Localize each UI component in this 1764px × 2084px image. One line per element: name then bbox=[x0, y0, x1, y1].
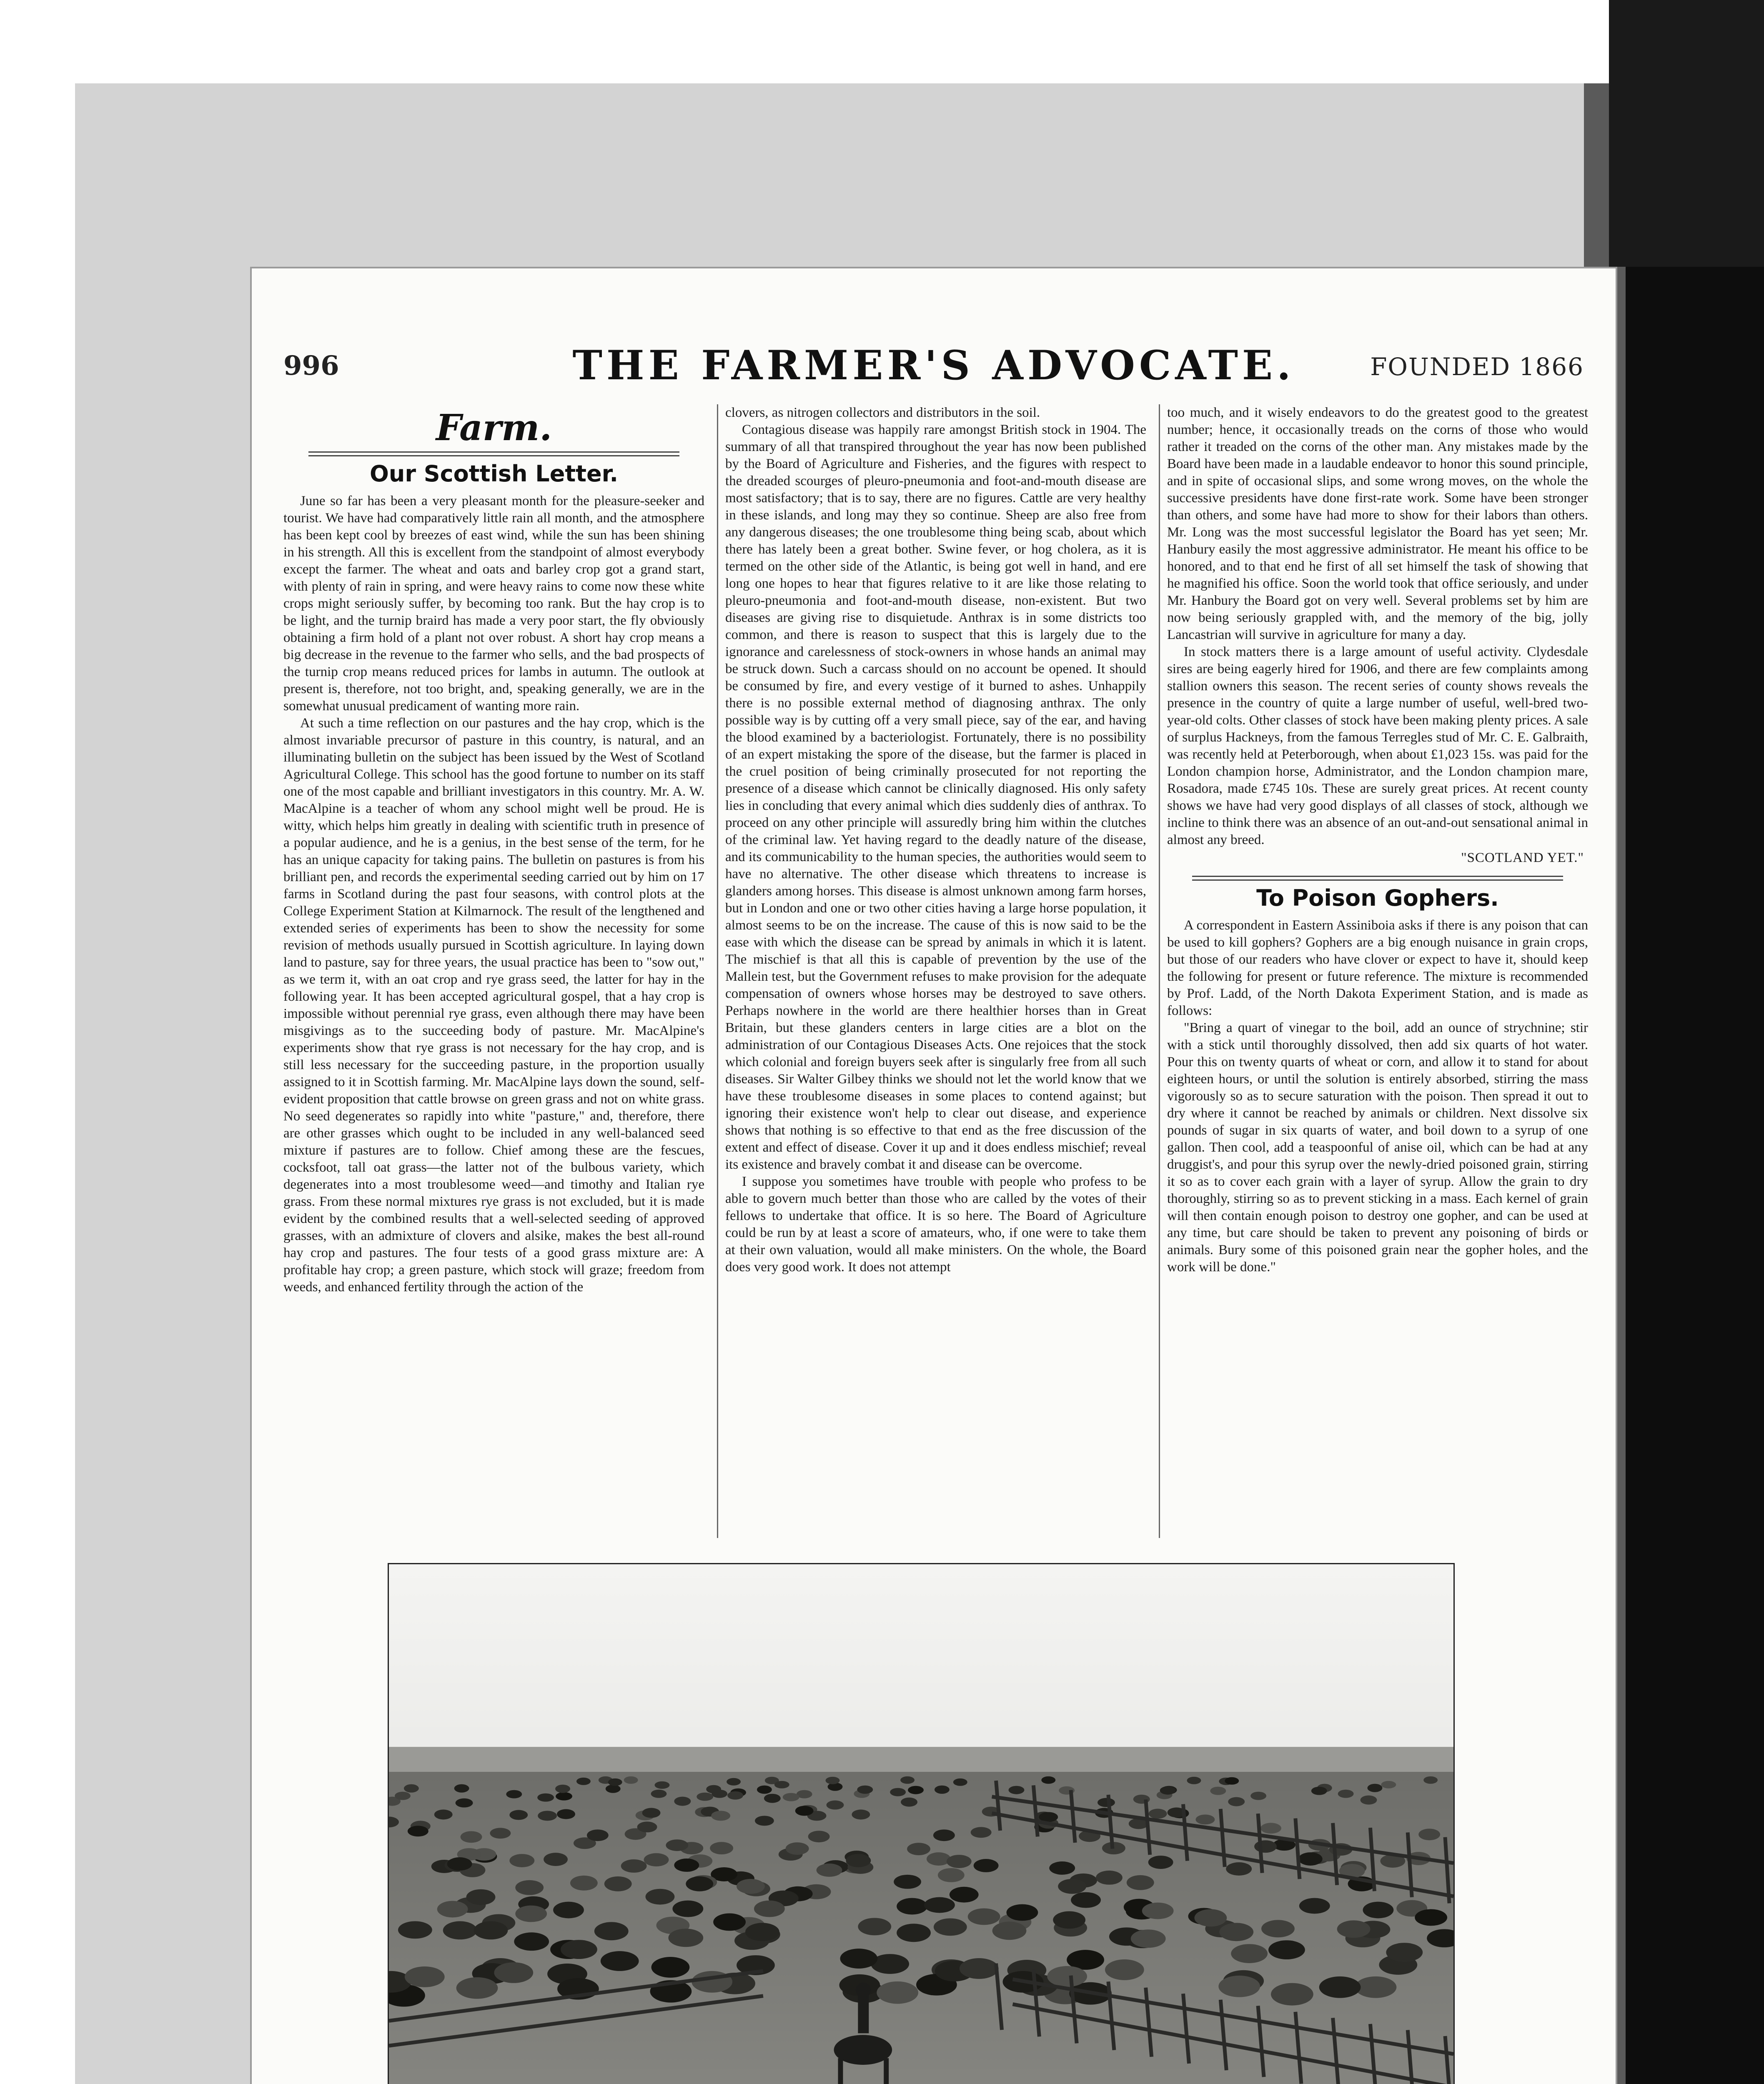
cow-silhouette bbox=[897, 1898, 927, 1915]
cow-silhouette bbox=[713, 1913, 746, 1931]
cow-silhouette bbox=[1225, 1777, 1239, 1785]
cow-silhouette bbox=[556, 1792, 572, 1801]
cow-silhouette bbox=[1271, 1983, 1313, 2006]
cow-silhouette bbox=[637, 1821, 657, 1832]
cow-silhouette bbox=[1261, 1920, 1295, 1937]
cow-silhouette bbox=[587, 1829, 609, 1841]
cow-silhouette bbox=[1187, 1777, 1201, 1784]
cow-silhouette bbox=[827, 1801, 844, 1810]
cow-silhouette bbox=[846, 1854, 871, 1867]
cow-silhouette bbox=[561, 1940, 597, 1959]
cow-silhouette bbox=[1311, 1787, 1327, 1795]
cow-silhouette bbox=[456, 1798, 473, 1808]
cow-silhouette bbox=[774, 1781, 789, 1788]
cow-silhouette bbox=[624, 1776, 638, 1784]
paragraph: June so far has been a very pleasant month for the pleasure-seeker and tourist. We have had comparatively little rain all month, and the atmosphere has been kept cool by breezes of east wind, while the sun has been shining in his strength. All this is excellent from the standpoint of almost everybody except the farmer. The wheat and oats and barley crop got a grand start, with plenty of rain in spring, and were heavy rains to come now these white crops might seriously suffer, by becoming too rank. But the hay crop is to be light, and the turnip braird has made a very poor start, the fly obviously obtaining a firm hold of a plant not over robust. A short hay crop means a big decrease in the revenue to the farmer who sells, and the bad prospects of the turnip crop means reduced prices for lambs in autumn. The outlook at present is, therefore, not too bright, and, speaking generally, we are in the somewhat unusual predicament of wanting more rain. bbox=[283, 493, 704, 714]
cow-silhouette bbox=[604, 1876, 632, 1891]
cow-silhouette bbox=[907, 1843, 930, 1855]
cow-silhouette bbox=[674, 1797, 691, 1806]
cow-silhouette bbox=[1268, 1940, 1305, 1959]
paragraph: Contagious disease was happily rare amongst British stock in 1904. The summary of all that transpired throughout the year has now been published by the Board of Agriculture and Fisheries, and the figures with respect to the dreaded scourges of pleuro-pneumonia and foot-and-mouth disease are most satisfactory; that is to say, there are no figures. Cattle are very healthy in these islands, and long may they so continue. Sheep are also free from any dangerous diseases; the one troublesome thing being scab, about which there has lately been a great bother. Swine fever, or hog cholera, as it is termed on the other side of the Atlantic, is being got well in hand, and ere long one hopes to hear that figures relative to it are like those relating to pleuro-pneumonia and foot-and-mouth disease, non-existent. But two diseases are giving rise to disquietude. Anthrax is in some districts too common, and there is reason to suspect that this is largely due to the ignorance and carelessness of stock-owners in whose hands an animal may be struck down. Such a carcass should on no account be opened. It should be consumed by fire, and every vestige of it burned to ashes. Unhappily there is no possible external method of diagnosing anthrax. The only possible way is by cutting off a very small piece, say of the ear, and having the blood examined by a bacteriologist. Fortunately, there is no possibility of an expert mistaking the spore of the disease, but the farmer is placed in the cruel position of being criminally prosecuted for not reporting the presence of a disease which cannot be clinically diagnosed. His only safety lies in concluding that every animal which dies suddenly dies of anthrax. To proceed on any other principle will assuredly bring him within the clutches of the criminal law. Yet having regard to the deadly nature of the disease, and its communicability to the human species, the authorities would seem to have no alternative. The other disease which threatens to increase is glanders among horses. This disease is almost unknown among farm horses, but in London and one or two other cities having a large horse population, it almost seems to be on the increase. The cause of this is now said to be the ease with which the disease can be spread by animals in which it is latent. The mischief is that all this is capable of prevention by the use of the Mallein test, but the Government refuses to make provision for the adequate compensation of owners whose horses may be destroyed to save others. Perhaps nowhere in the world are there healthier horses than in Great Britain, but these glanders centers in large cities are a blot on the administration of our Contagious Diseases Acts. One rejoices that the stock which colonial and foreign buyers seek after is singularly free from all such diseases. Sir Walter Gilbey thinks we should not let the world know that we have these troublesome diseases in some places to contend against; but ignoring their existence won't help to clear out disease, and experience shows that nothing is so effective to that end as the free discussion of the extent and effect of disease. Cover it up and it does endless mischief; reveal its existence and bravely combat it and disease can be overcome. bbox=[725, 422, 1146, 1172]
cow-silhouette bbox=[509, 1854, 534, 1867]
cow-silhouette bbox=[494, 1962, 533, 1983]
cow-silhouette bbox=[443, 1921, 477, 1939]
cow-silhouette bbox=[992, 1921, 1027, 1940]
paragraph: "Bring a quart of vinegar to the boil, add an ounce of strychnine; stir with a stick until thoroughly dissolved, then add six quarts of hot water. Pour this on twenty quarts of wheat or corn, and allow it to stand for about eighteen hours, or until the solution is entirely absorbed, stirring the mass vigorously so as to secure saturation with the poison. Then spread it out to dry where it cannot be reached by animals or children. Next dissolve six pounds of sugar in six quarts of water, and boil down to a syrup of one gallon. Then cool, add a teaspoonful of anise oil, which can be had at any druggist's, and pour this syrup over the newly-dried poisoned grain, stirring it so as to cover each grain with a layer of syrup. Allow the grain to dry thoroughly, stirring so as to prevent sticking in a mass. Each kernel of grain will then contain enough poison to destroy one gopher, and can be used at any time, but care should be taken to prevent any poisoning of birds or animals. Bury some of this poisoned grain near the gopher holes, and the work will be done." bbox=[1167, 1020, 1588, 1275]
cow-silhouette bbox=[727, 1791, 743, 1800]
cow-silhouette bbox=[1131, 1929, 1166, 1948]
cow-silhouette bbox=[1049, 1861, 1075, 1875]
paragraph: At such a time reflection on our pastures and the hay crop, which is the almost invariable precursor of pasture in this country, is natural, and an illuminating bulletin on the subject has been issued by the West of Scotland Agricultural College. This school has the good fortune to number on its staff one of the most capable and brilliant investigators in this country. Mr. A. W. MacAlpine is a teacher of whom any school might well be proud. He is witty, which helps him greatly in dealing with scientific truth in presence of a popular audience, and he is a genius, in the best sense of the term, for he has an unique capacity for taking pains. The bulletin on pastures is from his brilliant pen, and records the experimental seeding carried out by him on 17 farms in Scotland during the past four seasons, with control plots at the College Experiment Station at Kilmarnock. The result of the lengthened and extended series of experiments has been to show the necessity for some revision of methods usually pursued in Scottish agriculture. In laying down land to pasture, say for three years, the usual practice has been to "sow out," as we term it, with an oat crop and rye grass seed, the latter for hay in the following year. It has been accepted agricultural gospel, that a hay crop is impossible without perennial rye grass, even although there may have been misgivings as to the succeeding body of pasture. Mr. MacAlpine's experiments show that rye grass is not necessary for the hay crop, and is still less necessary for the succeeding pasture, in the proportion usually assigned to it in Scottish farming. Mr. MacAlpine lays down the sound, self-evident proposition that cattle browse on green grass and not on white grass. No seed degenerates so rapidly into white "pasture," and, therefore, there are other grasses which ought to be included in any well-balanced seed mixture if pastures are to follow. Chief among these are the fescues, cocksfoot, tall oat grass—the latter not of the bulbous variety, which degenerates into a most troublesome weed—and timothy and Italian rye grass. From these normal mixtures rye grass is not excluded, but it is made evident by the combined results that a well-selected seeding of approved grasses, with an admixture of clovers and alsike, makes the best all-round hay crop and pastures. The four tests of a good grass mixture are: A profitable hay crop; a green pasture, which stock will graze; freedom from weeds, and enhanced fertility through the action of the bbox=[283, 716, 704, 1295]
cow-silhouette bbox=[1097, 1798, 1115, 1807]
cow-silhouette bbox=[840, 1949, 877, 1969]
cow-silhouette bbox=[757, 1786, 772, 1794]
cow-silhouette bbox=[544, 1853, 568, 1866]
cow-silhouette bbox=[890, 1788, 906, 1796]
cow-silhouette bbox=[947, 1855, 972, 1868]
article-signoff: "SCOTLAND YET." bbox=[1461, 850, 1584, 865]
paragraph: In stock matters there is a large amount of useful activity. Clydesdale sires are being eagerly hired for 1906, and there are few complaints among stallion owners this season. The recent series of county shows reveals the presence in the country of quite a large number of useful, well-bred two-year-old colts. Other classes of stock have been making plenty prices. A sale of surplus Hackneys, from the famous Terregles stud of Mr. C. E. Galbraith, was recently held at Peterborough, when about £1,023 15s. was paid for the London champion horse, Administrator, and the London champion mare, Rosadora, made £745 10s. These are surely great prices. At recent county shows we have had very good displays of all classes of stock, although we incline to think there was an absence of an out-and-out sensational animal in almost any breed. bbox=[1167, 644, 1588, 847]
cow-silhouette bbox=[858, 1918, 891, 1935]
cow-silhouette bbox=[857, 1786, 873, 1794]
cow-silhouette bbox=[1194, 1909, 1227, 1927]
cow-silhouette bbox=[437, 1901, 468, 1918]
cow-silhouette bbox=[1218, 1976, 1260, 1997]
cow-silhouette bbox=[974, 1859, 999, 1872]
cow-silhouette bbox=[1047, 1966, 1087, 1987]
cow-silhouette bbox=[1127, 1875, 1154, 1890]
scan-edge-top bbox=[1609, 0, 1764, 267]
cow-silhouette bbox=[1148, 1856, 1173, 1869]
cow-silhouette bbox=[1319, 1976, 1361, 1998]
cow-silhouette bbox=[852, 1810, 870, 1820]
cow-silhouette bbox=[1071, 1892, 1101, 1908]
cow-silhouette bbox=[666, 1839, 688, 1851]
cow-silhouette bbox=[1386, 1943, 1423, 1962]
cow-silhouette bbox=[454, 1784, 469, 1793]
cow-silhouette bbox=[938, 1868, 965, 1882]
cow-silhouette bbox=[1337, 1920, 1371, 1938]
cow-silhouette bbox=[1058, 1879, 1086, 1894]
cow-silhouette bbox=[686, 1876, 713, 1891]
cow-silhouette bbox=[1260, 1823, 1281, 1834]
cow-silhouette bbox=[509, 1810, 528, 1820]
cow-silhouette bbox=[555, 1785, 570, 1793]
cow-silhouette bbox=[953, 1778, 967, 1786]
cow-silhouette bbox=[514, 1932, 549, 1951]
cow-silhouette bbox=[755, 1816, 774, 1826]
cow-silhouette bbox=[808, 1831, 830, 1842]
column-right bbox=[1167, 404, 1588, 1546]
cow-silhouette bbox=[1149, 1809, 1167, 1819]
cow-silhouette bbox=[710, 1842, 733, 1854]
cow-silhouette bbox=[1160, 1786, 1176, 1795]
cow-silhouette bbox=[537, 1793, 554, 1802]
cow-silhouette bbox=[506, 1790, 522, 1798]
cow-silhouette bbox=[900, 1776, 915, 1784]
cow-silhouette bbox=[927, 1852, 951, 1866]
cow-silhouette bbox=[576, 1778, 591, 1785]
cow-silhouette bbox=[1009, 1786, 1025, 1794]
cow-silhouette bbox=[934, 1918, 967, 1936]
paragraph: I suppose you sometimes have trouble with people who profess to be able to govern much better than those who are called by the votes of their fellows to undertake that office. It is so here. The Board of Agriculture could be run by at least a score of amateurs, who, if one were to take them at their own valuation, would all make ministers. On the whole, the Board does very good work. It does not attempt bbox=[725, 1174, 1146, 1275]
cow-silhouette bbox=[737, 1879, 765, 1894]
cow-silhouette bbox=[950, 1887, 979, 1903]
cow-silhouette bbox=[1096, 1871, 1123, 1885]
cow-silhouette bbox=[908, 1786, 924, 1794]
cow-silhouette bbox=[606, 1785, 621, 1793]
cow-silhouette bbox=[745, 1923, 779, 1941]
cow-silhouette bbox=[434, 1810, 453, 1820]
cow-silhouette bbox=[405, 1966, 445, 1987]
cow-silhouette bbox=[1355, 1976, 1397, 1998]
scan-edge-right bbox=[1626, 267, 1764, 2084]
cow-silhouette bbox=[466, 1889, 496, 1905]
cow-silhouette bbox=[674, 1859, 699, 1872]
cow-silhouette bbox=[1250, 1792, 1266, 1800]
cow-silhouette bbox=[1210, 1787, 1226, 1795]
cow-silhouette bbox=[461, 1831, 482, 1843]
cow-silhouette bbox=[1298, 1852, 1323, 1866]
paragraph: clovers, as nitrogen collectors and distributors in the soil. bbox=[725, 405, 1040, 420]
cow-silhouette bbox=[783, 1793, 799, 1801]
cow-silhouette bbox=[1299, 1898, 1330, 1914]
cow-silhouette bbox=[1381, 1781, 1396, 1788]
cow-silhouette bbox=[447, 1857, 472, 1871]
article-heading-scottish-letter: Our Scottish Letter. bbox=[369, 461, 619, 487]
cow-silhouette bbox=[1195, 1814, 1215, 1824]
heading-divider bbox=[308, 451, 679, 456]
cow-silhouette bbox=[1423, 1776, 1438, 1784]
cow-silhouette bbox=[817, 1864, 842, 1877]
heading-divider bbox=[1192, 876, 1563, 881]
cow-silhouette bbox=[1254, 1840, 1277, 1853]
column-rule bbox=[1159, 404, 1160, 1538]
cow-silhouette bbox=[651, 1790, 667, 1798]
page-number: 996 bbox=[283, 350, 339, 381]
cow-silhouette bbox=[727, 1778, 741, 1786]
cow-silhouette bbox=[1367, 1784, 1382, 1792]
cow-silhouette bbox=[642, 1808, 661, 1818]
cow-silhouette bbox=[1053, 1911, 1085, 1929]
cow-silhouette bbox=[474, 1921, 508, 1939]
newspaper-page bbox=[250, 267, 1617, 2084]
cow-silhouette bbox=[786, 1842, 809, 1855]
cow-silhouette bbox=[795, 1806, 814, 1816]
cow-silhouette bbox=[515, 1906, 547, 1922]
cow-silhouette bbox=[1228, 1797, 1245, 1806]
cow-silhouette bbox=[601, 1951, 639, 1971]
cow-silhouette bbox=[655, 1781, 670, 1789]
cow-silhouette bbox=[1007, 1904, 1038, 1921]
cow-silhouette bbox=[1338, 1790, 1354, 1798]
paragraph: A correspondent in Eastern Assiniboia asks if there is any poison that can be used to kill gophers? Gophers are a big enough nuisance in grain crops, but those of our readers who have clover or expect to have it, should keep the following for present or future reference. The mixture is recommended by Prof. Ladd, of the North Dakota Experiment Station, and is made as follows: bbox=[1167, 918, 1588, 1018]
cow-silhouette bbox=[971, 1827, 992, 1838]
cow-silhouette bbox=[668, 1929, 703, 1947]
cow-silhouette bbox=[894, 1875, 921, 1889]
cow-silhouette bbox=[1219, 1923, 1253, 1941]
cow-silhouette bbox=[1418, 1829, 1440, 1840]
cow-silhouette bbox=[711, 1811, 730, 1821]
cow-silhouette bbox=[697, 1793, 713, 1801]
cow-silhouette bbox=[395, 1792, 411, 1800]
cow-silhouette bbox=[515, 1880, 544, 1895]
cow-silhouette bbox=[1363, 1902, 1394, 1919]
cow-silhouette bbox=[651, 1957, 690, 1978]
cow-silhouette bbox=[933, 1829, 955, 1841]
cow-silhouette bbox=[557, 1809, 575, 1819]
cow-silhouette bbox=[1361, 1796, 1377, 1805]
cow-silhouette bbox=[1105, 1959, 1144, 1980]
cow-silhouette bbox=[1231, 1944, 1268, 1963]
ranch-photo bbox=[388, 1563, 1455, 2084]
cow-silhouette bbox=[712, 1790, 727, 1798]
article-heading-poison-gophers: To Poison Gophers. bbox=[1256, 885, 1499, 911]
department-title: Farm. bbox=[436, 407, 552, 449]
cow-silhouette bbox=[456, 1977, 498, 1999]
cow-silhouette bbox=[594, 1922, 629, 1940]
ranch-photo-block bbox=[388, 1563, 1455, 2084]
cow-silhouette bbox=[1226, 1862, 1252, 1876]
cow-silhouette bbox=[608, 1778, 622, 1786]
cow-silhouette bbox=[826, 1777, 840, 1784]
column-rule bbox=[717, 404, 718, 1538]
cow-silhouette bbox=[968, 1909, 1000, 1925]
cow-silhouette bbox=[960, 1958, 999, 1979]
cow-silhouette bbox=[621, 1859, 647, 1873]
cow-silhouette bbox=[408, 1826, 428, 1836]
cow-silhouette bbox=[490, 1828, 511, 1839]
cow-silhouette bbox=[754, 1901, 785, 1917]
paragraph: too much, and it wisely endeavors to do the greatest good to the greatest number; hence, it occasionally treads on the corns of those who would rather it treaded on the corns of the other man. Any mistakes made by the Board have been made in a laudable endeavor to honor this sound principle, and in spite of occasional slips, and some wrong moves, on the whole the successive presidents have done first-rate work. Some have been stronger than others, and some have had more to show for their labors than others. Mr. Long was the most successful legislator the Board has yet seen; Mr. Hanbury easily the most aggressive administrator. He meant his office to be honored, and to that end he first of all set himself the task of showing that he magnified his office. Soon the world took that office seriously, and under Mr. Hanbury the Board got on very well. Several problems set by him are now being seriously grappled with, and the memory of the big, jolly Lancastrian will survive in agriculture for many a day. bbox=[1167, 405, 1588, 642]
cow-silhouette bbox=[398, 1921, 432, 1939]
cow-silhouette bbox=[924, 1897, 955, 1913]
cow-silhouette bbox=[764, 1794, 781, 1803]
cow-silhouette bbox=[570, 1876, 598, 1891]
cow-silhouette bbox=[897, 1924, 931, 1942]
masthead bbox=[283, 342, 1584, 392]
cow-silhouette bbox=[553, 1902, 584, 1919]
cow-silhouette bbox=[672, 1901, 703, 1917]
cow-silhouette bbox=[646, 1889, 675, 1905]
column-left bbox=[283, 404, 704, 1546]
cow-silhouette bbox=[935, 1786, 950, 1794]
column-middle bbox=[725, 404, 1146, 1546]
cow-silhouette bbox=[1041, 1776, 1055, 1784]
founded-line: FOUNDED 1866 bbox=[1370, 353, 1584, 381]
cow-silhouette bbox=[644, 1853, 669, 1866]
cow-silhouette bbox=[901, 1798, 917, 1807]
cow-silhouette bbox=[877, 1981, 918, 2004]
publication-title: THE FARMER'S ADVOCATE. bbox=[572, 342, 1295, 389]
cow-silhouette bbox=[1415, 1909, 1447, 1926]
cow-silhouette bbox=[1142, 1903, 1174, 1919]
cow-silhouette bbox=[404, 1784, 419, 1793]
cow-silhouette bbox=[538, 1811, 557, 1821]
